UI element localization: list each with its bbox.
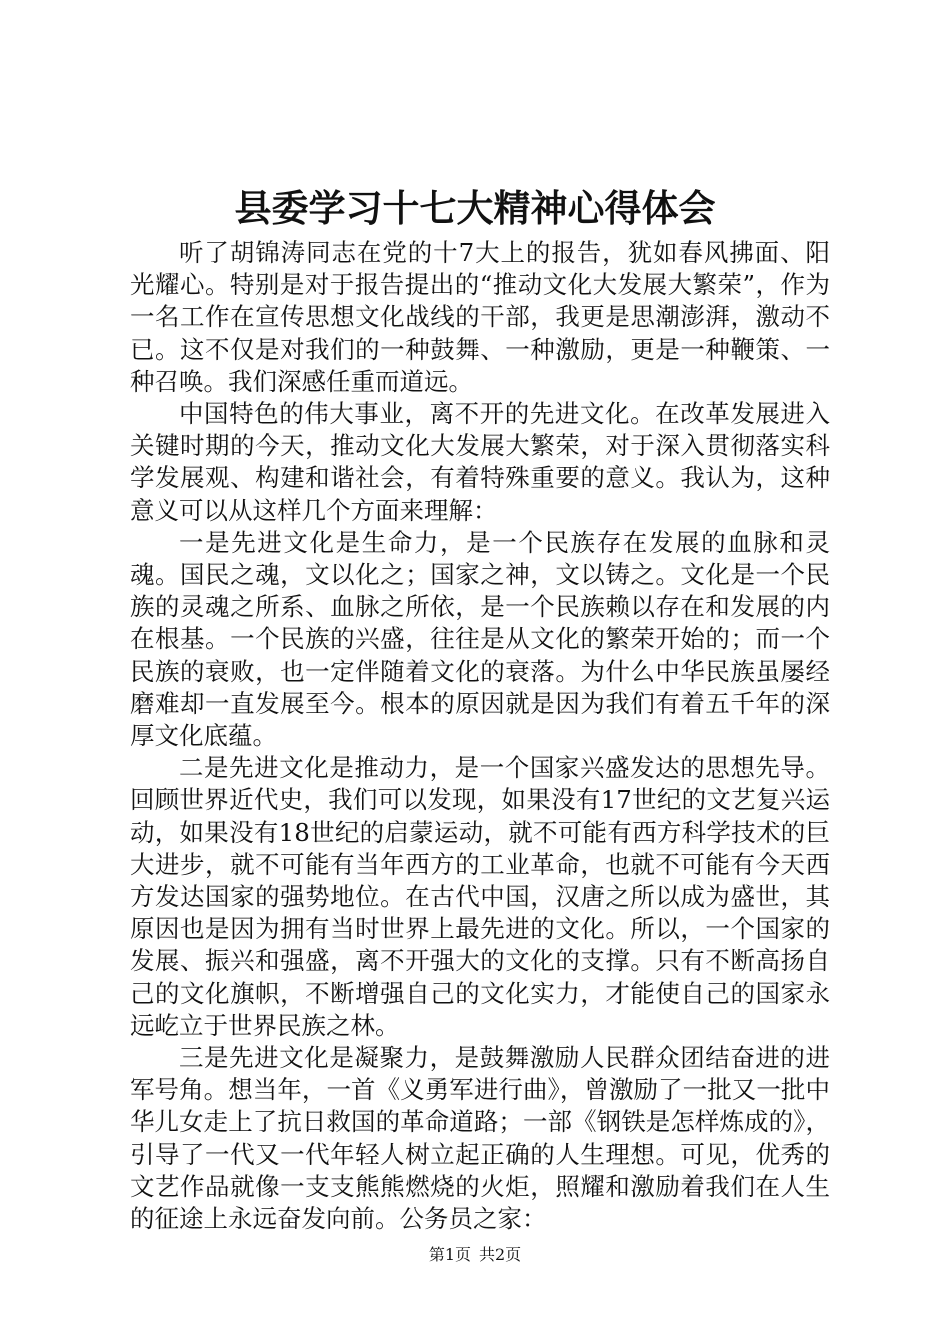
paragraph-3: 一是先进文化是生命力，是一个民族存在发展的血脉和灵魂。国民之魂，文以化之；国家之神，文以铸之。文化是一个民族的灵魂之所系、血脉之所依，是一个民族赖以存在和发展的内在根基。一个民族的兴盛，往往是从文化的繁荣开始的；而一个民族的衰败，也一定伴随着文化的衰落。为什么中华民族虽屡经磨难却一直发展至今。根本的原因就是因为我们有着五千年的深厚文化底蕴。 <box>130 527 830 751</box>
paragraph-1: 听了胡锦涛同志在党的十7大上的报告，犹如春风拂面、阳光耀心。特别是对于报告提出的“推动文化大发展大繁荣”，作为一名工作在宣传思想文化战线的干部，我更是思潮澎湃，激动不已。这不仅是对我们的一种鼓舞、一种激励，更是一种鞭策、一种召唤。我们深感任重而道远。 <box>130 238 830 396</box>
paragraph-5: 三是先进文化是凝聚力，是鼓舞激励人民群众团结奋进的进军号角。想当年，一首《义勇军进行曲》，曾激励了一批又一批中华儿女走上了抗日救国的革命道路；一部《钢铁是怎样炼成的》，引导了一代又一代年轻人树立起正确的人生理想。可见，优秀的文艺作品就像一支支熊熊燃烧的火炬，照耀和激励着我们在人生的征途上永远奋发向前。公务员之家： <box>130 1043 830 1234</box>
paragraph-2: 中国特色的伟大事业，离不开的先进文化。在改革发展进入关键时期的今天，推动文化大发展大繁荣，对于深入贯彻落实科学发展观、构建和谐社会，有着特殊重要的意义。我认为，这种意义可以从这样几个方面来理解： <box>130 399 830 525</box>
page-footer <box>0 1244 950 1266</box>
paragraph-4: 二是先进文化是推动力，是一个国家兴盛发达的思想先导。回顾世界近代史，我们可以发现，如果没有17世纪的文艺复兴运动，如果没有18世纪的启蒙运动，就不可能有西方科学技术的巨大进步，就不可能有当年西方的工业革命，也就不可能有今天西方发达国家的强势地位。在古代中国，汉唐之所以成为盛世，其原因也是因为拥有当时世界上最先进的文化。所以，一个国家的发展、振兴和强盛，离不开强大的文化的支撑。只有不断高扬自己的文化旗帜，不断增强自己的文化实力，才能使自己的国家永远屹立于世界民族之林。 <box>130 753 830 1040</box>
document-title: 县委学习十七大精神心得体会 <box>234 186 716 230</box>
page-total: 共2页 <box>479 1245 522 1264</box>
document-body <box>130 237 830 1235</box>
page-number: 第1页 <box>428 1245 471 1264</box>
